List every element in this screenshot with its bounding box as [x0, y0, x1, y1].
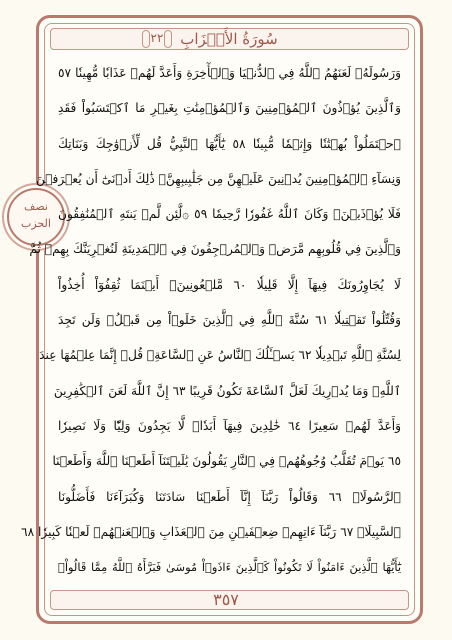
surah-title: سُورَةُ الأَحۡزَابِ [180, 30, 278, 48]
text-line: ٱحۡتَمَلُواْ بُهۡتَٰنٗا وَإِثۡمٗا مُّبِينٗا ٥٨ يَٰٓأَيُّهَا ٱلنَّبِيُّ قُل لِّأَزۡوَٰجِكَ وَبَنَاتِكَ [58, 136, 401, 151]
text-line: وَٱلَّذِينَ يُؤۡذُونَ ٱلۡمُؤۡمِنِينَ وَٱلۡمُؤۡمِنَٰتِ بِغَيۡرِ مَا ٱكۡتَسَبُواْ فَقَدِ [58, 101, 401, 116]
text-line: وَأَعَدَّ لَهُمۡ سَعِيرًا ٦٤ خَٰلِدِينَ فِيهَآ أَبَدٗاۖ لَّا يَجِدُونَ وَلِيّٗا وَلَا نَصِيرٗا [58, 418, 402, 433]
text-line: وَقُتِّلُواْ تَقۡتِيلٗا ٦١ سُنَّةَ ٱللَّهِ فِي ٱلَّذِينَ خَلَوۡاْ مِن قَبۡلُۖ وَلَن تَجِدَ [58, 313, 401, 328]
text-line: ٱلسَّبِيلَا۠ ٦٧ رَبَّنَآ ءَاتِهِمۡ ضِعۡفَيۡنِ مِنَ ٱلۡعَذَابِ وَٱلۡعَنۡهُمۡ لَعۡنٗا كَبِيرٗا ٦٨ [21, 524, 401, 539]
text-line: يَٰٓأَيُّهَا ٱلَّذِينَ ءَامَنُواْ لَا تَكُونُواْ كَٱلَّذِينَ ءَاذَوۡاْ مُوسَىٰ فَبَرَّأَهُ ٱللَّهُ مِمَّا قَالُواْۚ [58, 560, 401, 575]
text-line: لِسُنَّةِ ٱللَّهِ تَبۡدِيلٗا ٦٢ يَسۡـَٔلُكَ ٱلنَّاسُ عَنِ ٱلسَّاعَةِۖ قُلۡ إِنَّمَا عِلۡمُهَا عِندَ [39, 348, 401, 363]
text-line: ٱلرَّسُولَا۠ ٦٦ وَقَالُواْ رَبَّنَآ إِنَّآ أَطَعۡنَا سَادَتَنَا وَكُبَرَآءَنَا فَأَضَلُّونَا [58, 489, 401, 504]
text-line: لَا يُجَاوِرُونَكَ فِيهَآ إِلَّا قَلِيلٗا ٦٠ مَّلۡعُونِينَۖ أَيۡنَمَا ثُقِفُوٓاْ أُخِذُواْ [58, 277, 401, 292]
text-line: وَرَسُولَهُۥ لَعَنَهُمُ ٱللَّهُ فِي ٱلدُّنۡيَا وَٱلۡأٓخِرَةِ وَأَعَدَّ لَهُمۡ عَذَابٗا مُّهِينٗا ٥٧ [58, 66, 401, 80]
juz-number: ٢٢ [142, 28, 172, 49]
hizb-marker-label: نصف الحزب [21, 200, 51, 230]
text-line: وَنِسَآءِ ٱلۡمُؤۡمِنِينَ يُدۡنِينَ عَلَيۡهِنَّ مِن جَلَٰبِيبِهِنَّۚ ذَٰلِكَ أَدۡنَىٰٓ أَن يُعۡرَفۡنَ [35, 171, 401, 186]
text-line: وَٱلَّذِينَ فِي قُلُوبِهِم مَّرَضٞ وَٱلۡمُرۡجِفُونَ فِي ٱلۡمَدِينَةِ لَنُغۡرِيَنَّكَ بِهِمۡ ثُمَّ [29, 242, 401, 257]
page-number: ٣٥٧ [213, 590, 239, 609]
text-line: ٱللَّهِۚ وَمَا يُدۡرِيكَ لَعَلَّ ٱلسَّاعَةَ تَكُونُ قَرِيبًا ٦٣ إِنَّ ٱللَّهَ لَعَنَ ٱلۡكَٰفِرِينَ [53, 383, 401, 398]
text-line: ٦٥ يَوۡمَ تُقَلَّبُ وُجُوهُهُمۡ فِي ٱلنَّارِ يَقُولُونَ يَٰلَيۡتَنَآ أَطَعۡنَا ٱللَّهَ وَأَطَعۡنَا [52, 454, 401, 469]
text-line: فَلَا يُؤۡذَيۡنَۗ وَكَانَ ٱللَّهُ غَفُورٗا رَّحِيمٗا ٥٩ ۞لَّئِن لَّمۡ يَنتَهِ ٱلۡمُنَٰفِقُونَ [58, 207, 401, 222]
